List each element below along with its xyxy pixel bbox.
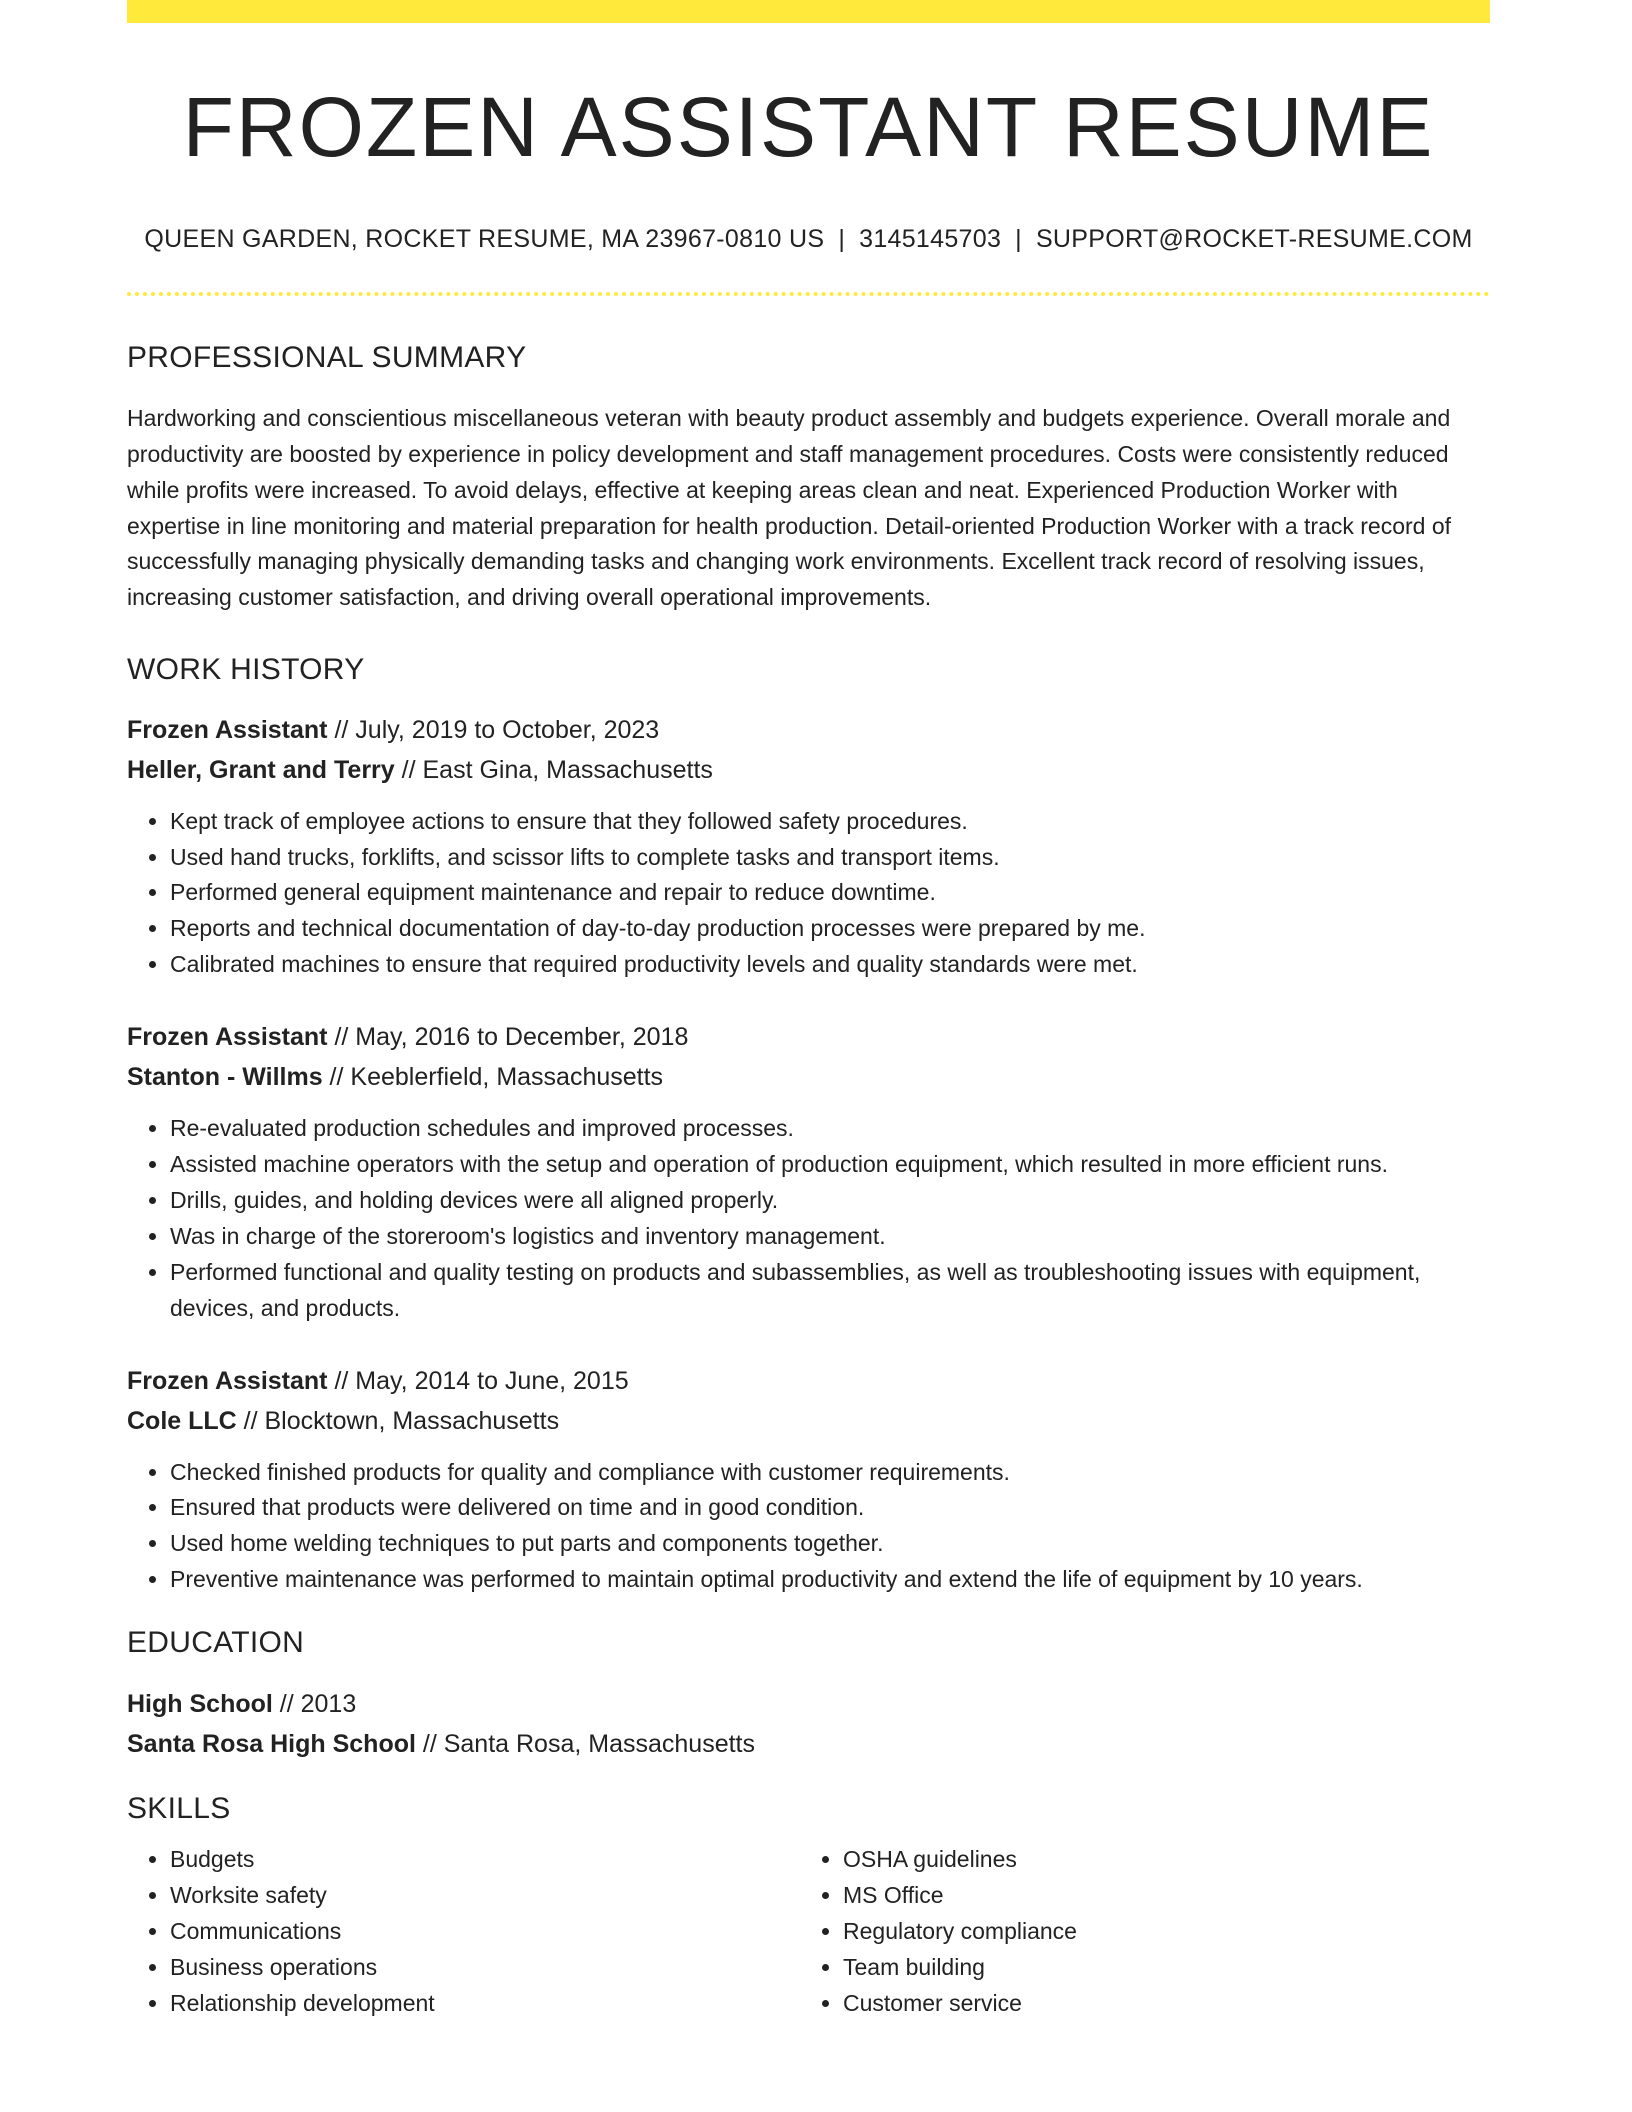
education-degree: High School (127, 1690, 273, 1719)
job-company: Cole LLC (127, 1406, 237, 1435)
list-item: • Drills, guides, and holding devices were all aligned properly. (170, 1183, 1490, 1219)
job-company-line (127, 1401, 1490, 1441)
list-item: • Checked finished products for quality and compliance with customer requirements. (170, 1455, 1490, 1491)
skill-item: • Worksite safety (170, 1878, 800, 1914)
contact-phone: 3145145703 (859, 225, 1002, 254)
job-location: // Blocktown, Massachusetts (236, 1406, 560, 1435)
job-entry-header (127, 710, 1490, 790)
job-location: // Keeblerfield, Massachusetts (322, 1063, 664, 1092)
list-item: • Reports and technical documentation of day-to-day production processes were prepared by me. (170, 911, 1490, 947)
skill-item: • Team building (843, 1950, 1473, 1986)
skills-grid (127, 1842, 1490, 2022)
job-location: // East Gina, Massachusetts (394, 755, 713, 784)
contact-address: QUEEN GARDEN, ROCKET RESUME, MA 23967-0810 US (144, 225, 825, 254)
list-item: • Used home welding techniques to put parts and components together. (170, 1526, 1490, 1562)
job-entry-header (127, 1361, 1490, 1441)
list-item: • Calibrated machines to ensure that required productivity levels and quality standards were met. (170, 947, 1490, 983)
resume-page (127, 0, 1490, 2022)
skill-item: • OSHA guidelines (843, 1842, 1473, 1878)
job-role-line (127, 1017, 1490, 1057)
section-title-work-history: WORK HISTORY (127, 652, 365, 686)
job-role: Frozen Assistant (127, 1366, 328, 1395)
job-bullets (127, 804, 1490, 984)
job-bullets (127, 1455, 1490, 1599)
section-title-skills: SKILLS (127, 1792, 231, 1826)
skill-item: • Regulatory compliance (843, 1914, 1473, 1950)
list-item: • Performed general equipment maintenance and repair to reduce downtime. (170, 875, 1490, 911)
list-item: • Preventive maintenance was performed to maintain optimal productivity and extend the life of equipment by 10 years. (170, 1562, 1490, 1598)
list-item: • Assisted machine operators with the setup and operation of production equipment, which resulted in more efficient runs. (170, 1147, 1490, 1183)
job-role-line (127, 710, 1490, 750)
section-title-education: EDUCATION (127, 1626, 305, 1660)
contact-line (127, 225, 1490, 254)
dotted-divider (127, 292, 1490, 296)
job-entry-header (127, 1017, 1490, 1097)
job-dates: // May, 2014 to June, 2015 (327, 1366, 629, 1395)
job-company-line (127, 1057, 1490, 1097)
resume-title: FROZEN ASSISTANT RESUME (182, 80, 1435, 174)
job-company-line (127, 750, 1490, 790)
list-item: • Was in charge of the storeroom's logistics and inventory management. (170, 1219, 1490, 1255)
education-location: // Santa Rosa, Massachusetts (415, 1730, 755, 1759)
skill-item: • Business operations (170, 1950, 800, 1986)
job-dates: // July, 2019 to October, 2023 (327, 715, 660, 744)
job-company: Stanton - Willms (127, 1063, 323, 1092)
contact-separator: | (838, 225, 846, 254)
list-item: • Performed functional and quality testing on products and subassemblies, as well as troubleshooting issues with equipment, devices, and products. (170, 1255, 1490, 1327)
job-company: Heller, Grant and Terry (127, 755, 395, 784)
section-title-summary: PROFESSIONAL SUMMARY (127, 341, 527, 375)
accent-top-bar (127, 0, 1490, 23)
education-school-line (127, 1724, 1490, 1764)
skill-item: • MS Office (843, 1878, 1473, 1914)
job-dates: // May, 2016 to December, 2018 (327, 1023, 689, 1052)
job-role: Frozen Assistant (127, 1023, 328, 1052)
list-item: • Ensured that products were delivered on time and in good condition. (170, 1490, 1490, 1526)
education-entry (127, 1684, 1490, 1764)
skill-item: • Communications (170, 1914, 800, 1950)
skills-list-left (127, 1842, 800, 2022)
list-item: • Used hand trucks, forklifts, and scissor lifts to complete tasks and transport items. (170, 840, 1490, 876)
skills-list-right (800, 1842, 1473, 2022)
skill-item: • Budgets (170, 1842, 800, 1878)
education-year: // 2013 (272, 1690, 357, 1719)
skill-item: • Relationship development (170, 1986, 800, 2022)
education-school: Santa Rosa High School (127, 1730, 416, 1759)
job-role-line (127, 1361, 1490, 1401)
job-bullets (127, 1111, 1490, 1326)
education-degree-line (127, 1684, 1490, 1724)
skill-item: • Customer service (843, 1986, 1473, 2022)
job-role: Frozen Assistant (127, 715, 328, 744)
list-item: • Re-evaluated production schedules and improved processes. (170, 1111, 1490, 1147)
summary-text: Hardworking and conscientious miscellaneous veteran with beauty product assembly and budgets experience. Overall morale and productivity are boosted by experience in policy development and staff management procedures. Costs were consistently reduced while profits were increased. To avoid delays, effective at keeping areas clean and neat. Experienced Production Worker with expertise in line monitoring and material preparation for health production. Detail-oriented Production Worker with a track record of successfully managing physically demanding tasks and changing work environments. Excellent track record of resolving issues, increasing customer satisfaction, and driving overall operational improvements. (127, 405, 1452, 610)
contact-email: SUPPORT@ROCKET-RESUME.COM (1035, 225, 1473, 254)
list-item: • Kept track of employee actions to ensure that they followed safety procedures. (170, 804, 1490, 840)
contact-separator: | (1015, 225, 1022, 254)
